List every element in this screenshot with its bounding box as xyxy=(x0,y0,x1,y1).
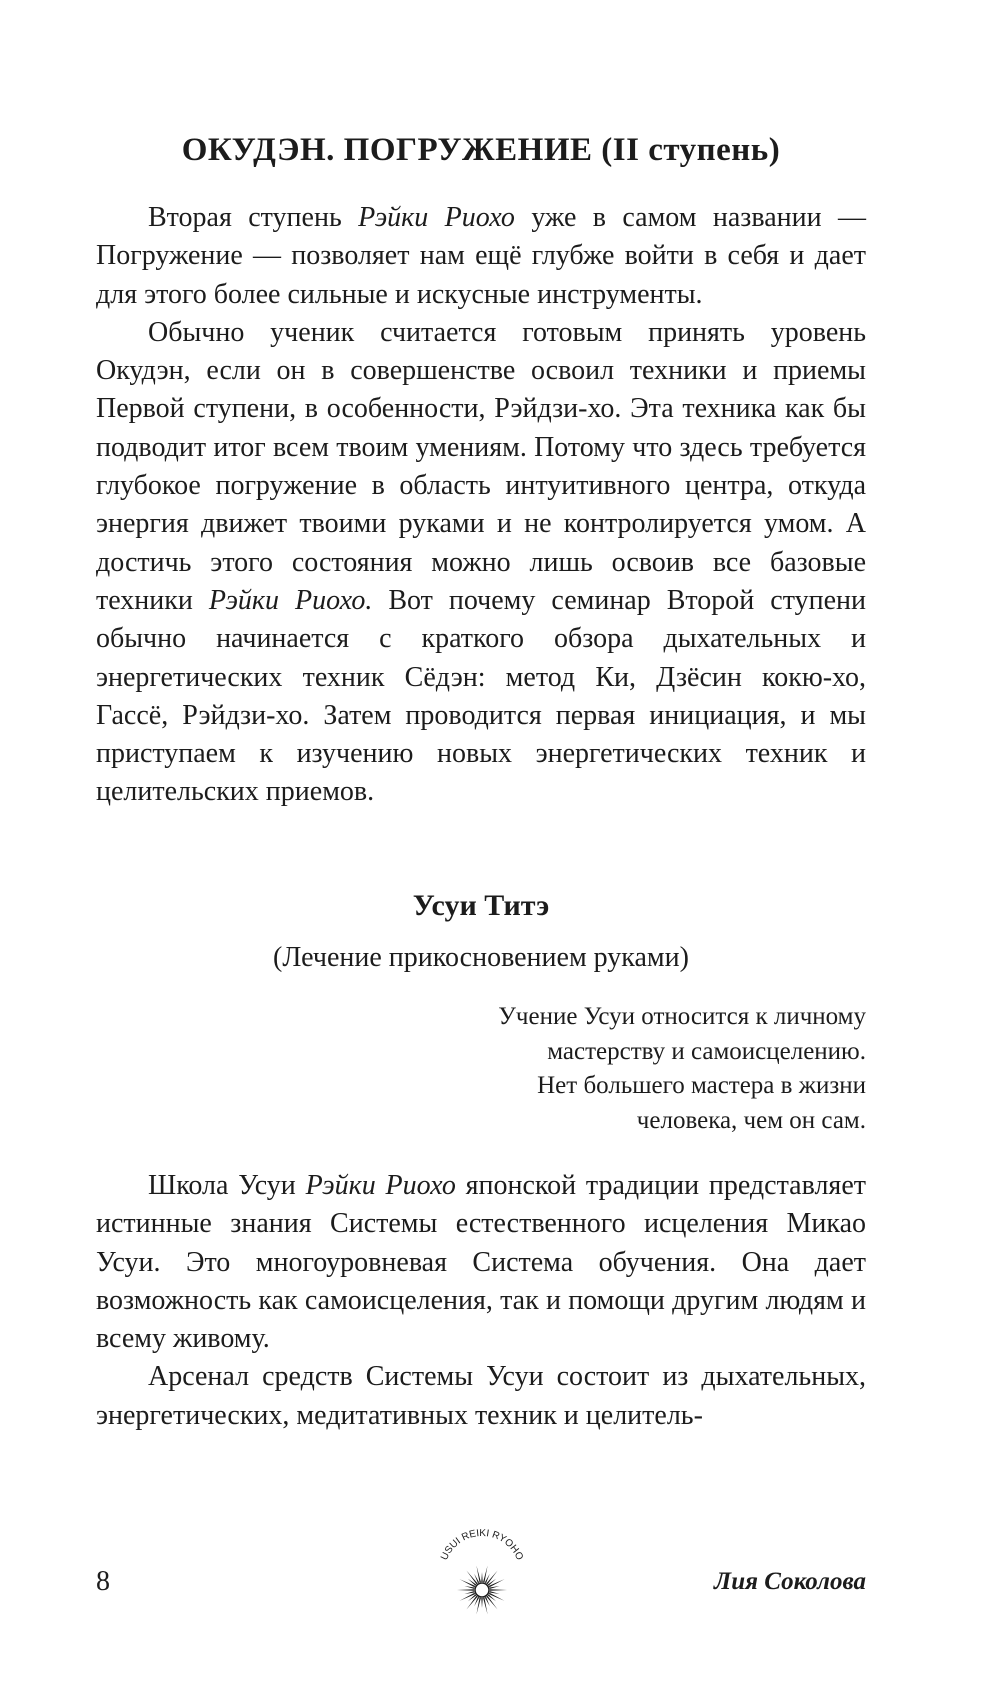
sun-ray xyxy=(488,1594,496,1601)
reiki-sun-logo-icon xyxy=(422,1512,542,1622)
sun-ray xyxy=(464,1591,474,1594)
sun-ray xyxy=(481,1572,482,1582)
sun-ray xyxy=(490,1586,500,1589)
paragraph-2-text-a: Обычно ученик считается готовым принять уровень Окудэн, если он в совершенстве освоил техники и приемы Первой ступени, в особенности, Рэйдзи-хо. Эта техника как бы подводит итог всем твоим умениям. Потому что здесь требуется глубокое погружение в область интуитивного центра, откуда энергия движет твоими руками и не контролируется умом. А достичь этого состояния можно лишь освоив все базовые техники xyxy=(96,316,866,616)
sun-ray xyxy=(488,1579,496,1586)
paragraph-2-italic: Рэйки Риохо. xyxy=(208,584,373,616)
section-subtitle: (Лечение прикосновением руками) xyxy=(273,942,689,973)
paragraph-4-text-a: Арсенал средств Системы Усуи состоит из дыхательных, энергетических, медитативных техник и целитель- xyxy=(96,1361,866,1431)
author-name: Лия Соколова xyxy=(714,1568,866,1595)
sun-ray xyxy=(481,1598,482,1608)
sun-ray xyxy=(464,1586,474,1589)
usui-section xyxy=(96,1167,866,1435)
paragraph-1-italic: Рэйки Риохо xyxy=(358,202,515,233)
epigraph-line: человека, чем он сам. xyxy=(636,1106,866,1134)
epigraph-line: Учение Усуи относится к личному xyxy=(498,1003,866,1030)
intro-section xyxy=(96,199,866,812)
epigraph-line: мастерству и самоисцелению. xyxy=(547,1037,866,1065)
sun-ray xyxy=(490,1591,500,1594)
sun-ray xyxy=(468,1594,476,1601)
sun-ray xyxy=(468,1579,476,1586)
chapter-title: ОКУДЭН. ПОГРУЖЕНИЕ (II ступень) xyxy=(181,132,781,168)
section-title: Усуи Титэ xyxy=(412,889,550,922)
sun-ray xyxy=(457,1589,474,1590)
paragraph-2 xyxy=(96,314,866,812)
page-number: 8 xyxy=(96,1566,110,1597)
sun-core xyxy=(475,1583,489,1597)
paragraph-1-text-b: уже в самом названии — Погружение — позволяет нам ещё глубже войти в себя и дает для этого более сильные и искусные инструменты. xyxy=(96,202,866,310)
paragraph-3-text-b: японской традиции представляет истинные знания Системы естественного исцеления Микао Усуи. Это многоуровневая Система обучения. Она дает возможность как самоисцеления, так и помощи другим людям и всему живому. xyxy=(96,1170,866,1355)
paragraph-1 xyxy=(96,199,866,314)
paragraph-2-text-b: Вот почему семинар Второй ступени обычно начинается с краткого обзора дыхательных и энергетических техник Сёдэн: метод Ки, Дзёсин кокю-хо, Гассё, Рэйдзи-хо. Затем проводится первая инициация, и мы приступаем к изучению новых энергетических техник и целительских приемов. xyxy=(96,584,866,808)
epigraph-line: Нет большего мастера в жизни xyxy=(537,1072,866,1099)
epigraph xyxy=(406,1000,866,1138)
sun-ray xyxy=(490,1589,507,1590)
paragraph-3 xyxy=(96,1167,866,1358)
logo-text: USUI REIKI RYOHO xyxy=(439,1527,525,1563)
paragraph-3-italic: Рэйки Риохо xyxy=(305,1170,456,1201)
paragraph-3-text-a: Школа Усуи xyxy=(148,1170,306,1201)
paragraph-4 xyxy=(96,1358,866,1435)
paragraph-1-text-a: Вторая ступень xyxy=(148,202,359,233)
book-page xyxy=(96,0,866,1691)
